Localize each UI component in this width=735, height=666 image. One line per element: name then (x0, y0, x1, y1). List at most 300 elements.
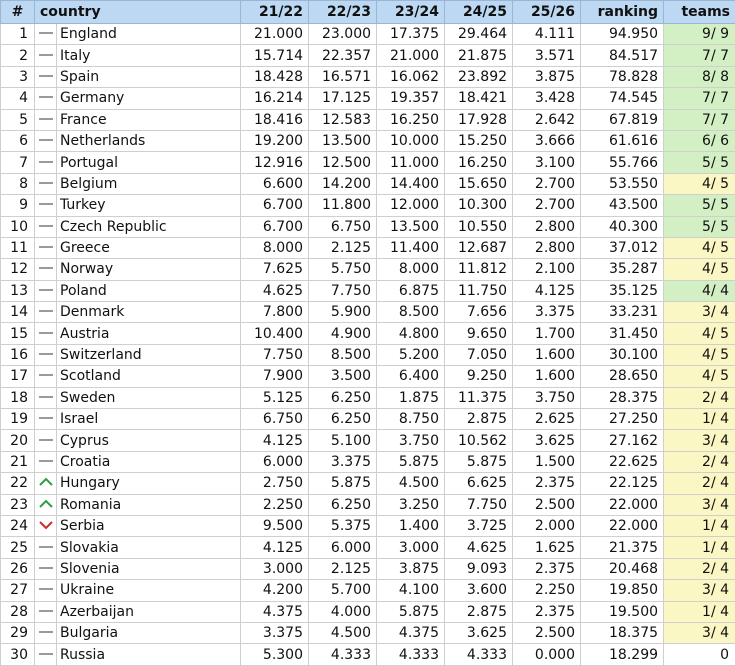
season-coefficient: 4.111 (513, 24, 581, 45)
dash-icon (38, 67, 54, 87)
country-name: Spain (57, 66, 241, 87)
dash-icon (38, 559, 54, 579)
season-coefficient: 16.571 (309, 66, 377, 87)
season-coefficient: 7.050 (445, 344, 513, 365)
season-coefficient: 3.750 (377, 430, 445, 451)
table-row[interactable] (1, 601, 735, 622)
ranking-total: 27.162 (581, 430, 664, 451)
season-coefficient: 2.000 (513, 515, 581, 536)
season-coefficient: 3.750 (513, 387, 581, 408)
season-coefficient: 5.100 (309, 430, 377, 451)
column-header-2223[interactable]: 22/23 (309, 1, 377, 24)
ranking-total: 74.545 (581, 88, 664, 109)
season-coefficient: 3.428 (513, 88, 581, 109)
rank-number: 6 (1, 130, 35, 151)
season-coefficient: 18.416 (241, 109, 309, 130)
trend-cell (35, 109, 57, 130)
country-name: Portugal (57, 152, 241, 173)
teams-remaining: 4/ 5 (664, 259, 735, 280)
table-row[interactable] (1, 24, 735, 45)
rank-number: 7 (1, 152, 35, 173)
ranking-total: 55.766 (581, 152, 664, 173)
trend-cell (35, 195, 57, 216)
season-coefficient: 4.200 (241, 580, 309, 601)
rank-number: 3 (1, 66, 35, 87)
column-header-2324[interactable]: 23/24 (377, 1, 445, 24)
trend-cell (35, 302, 57, 323)
season-coefficient: 6.750 (309, 216, 377, 237)
season-coefficient: 11.800 (309, 195, 377, 216)
season-coefficient: 2.375 (513, 601, 581, 622)
rank-number: 19 (1, 409, 35, 430)
season-coefficient: 2.700 (513, 195, 581, 216)
dash-icon (38, 131, 54, 151)
season-coefficient: 18.428 (241, 66, 309, 87)
table-row[interactable] (1, 323, 735, 344)
season-coefficient: 2.875 (445, 409, 513, 430)
ranking-total: 37.012 (581, 237, 664, 258)
rank-number: 5 (1, 109, 35, 130)
ranking-total: 33.231 (581, 302, 664, 323)
dash-icon (38, 24, 54, 44)
ranking-total: 22.125 (581, 473, 664, 494)
dash-icon (38, 281, 54, 301)
season-coefficient: 1.600 (513, 344, 581, 365)
season-coefficient: 10.300 (445, 195, 513, 216)
country-name: Norway (57, 259, 241, 280)
country-name: Serbia (57, 515, 241, 536)
table-row[interactable] (1, 216, 735, 237)
teams-remaining: 1/ 4 (664, 515, 735, 536)
season-coefficient: 19.357 (377, 88, 445, 109)
season-coefficient: 1.600 (513, 366, 581, 387)
season-coefficient: 2.250 (241, 494, 309, 515)
season-coefficient: 15.714 (241, 45, 309, 66)
table-row[interactable] (1, 430, 735, 451)
season-coefficient: 4.800 (377, 323, 445, 344)
season-coefficient: 1.700 (513, 323, 581, 344)
trend-cell (35, 473, 57, 494)
column-header-rank-number[interactable]: # (1, 1, 35, 24)
season-coefficient: 4.500 (309, 622, 377, 643)
season-coefficient: 12.916 (241, 152, 309, 173)
season-coefficient: 2.250 (513, 580, 581, 601)
teams-remaining: 4/ 5 (664, 237, 735, 258)
country-name: Turkey (57, 195, 241, 216)
season-coefficient: 11.812 (445, 259, 513, 280)
season-coefficient: 3.725 (445, 515, 513, 536)
ranking-total: 31.450 (581, 323, 664, 344)
season-coefficient: 6.600 (241, 173, 309, 194)
trend-cell (35, 494, 57, 515)
country-name: Cyprus (57, 430, 241, 451)
season-coefficient: 5.900 (309, 302, 377, 323)
column-header-teams[interactable]: teams (664, 1, 735, 24)
column-header-2425[interactable]: 24/25 (445, 1, 513, 24)
trend-cell (35, 24, 57, 45)
trend-cell (35, 580, 57, 601)
season-coefficient: 6.875 (377, 280, 445, 301)
season-coefficient: 16.062 (377, 66, 445, 87)
rank-number: 20 (1, 430, 35, 451)
teams-remaining: 5/ 5 (664, 152, 735, 173)
rank-number: 18 (1, 387, 35, 408)
season-coefficient: 23.000 (309, 24, 377, 45)
season-coefficient: 4.500 (377, 473, 445, 494)
country-name: Italy (57, 45, 241, 66)
season-coefficient: 4.125 (241, 430, 309, 451)
season-coefficient: 2.750 (241, 473, 309, 494)
table-body (1, 24, 735, 666)
ranking-total: 30.100 (581, 344, 664, 365)
dash-icon (38, 366, 54, 386)
ranking-total: 61.616 (581, 130, 664, 151)
season-coefficient: 3.250 (377, 494, 445, 515)
column-header-country[interactable]: country (35, 1, 241, 24)
season-coefficient: 4.375 (377, 622, 445, 643)
season-coefficient: 3.100 (513, 152, 581, 173)
season-coefficient: 2.100 (513, 259, 581, 280)
season-coefficient: 6.700 (241, 216, 309, 237)
dash-icon (38, 345, 54, 365)
season-coefficient: 9.650 (445, 323, 513, 344)
table-row[interactable] (1, 302, 735, 323)
teams-remaining: 2/ 4 (664, 451, 735, 472)
table-row[interactable] (1, 130, 735, 151)
season-coefficient: 2.800 (513, 216, 581, 237)
season-coefficient: 9.500 (241, 515, 309, 536)
season-coefficient: 5.125 (241, 387, 309, 408)
table-row[interactable] (1, 66, 735, 87)
season-coefficient: 5.750 (309, 259, 377, 280)
table-row[interactable] (1, 280, 735, 301)
teams-remaining: 1/ 4 (664, 601, 735, 622)
season-coefficient: 17.125 (309, 88, 377, 109)
season-coefficient: 6.000 (241, 451, 309, 472)
teams-remaining: 2/ 4 (664, 473, 735, 494)
season-coefficient: 3.625 (445, 622, 513, 643)
season-coefficient: 1.625 (513, 537, 581, 558)
season-coefficient: 21.000 (377, 45, 445, 66)
ranking-total: 35.125 (581, 280, 664, 301)
season-coefficient: 3.375 (241, 622, 309, 643)
trend-cell (35, 323, 57, 344)
ranking-total: 22.625 (581, 451, 664, 472)
trend-cell (35, 173, 57, 194)
teams-remaining: 4/ 4 (664, 280, 735, 301)
table-row[interactable] (1, 152, 735, 173)
table-row[interactable] (1, 537, 735, 558)
country-name: Belgium (57, 173, 241, 194)
trend-cell (35, 644, 57, 665)
country-name: Poland (57, 280, 241, 301)
season-coefficient: 2.125 (309, 237, 377, 258)
table-row[interactable] (1, 558, 735, 579)
ranking-total: 22.000 (581, 515, 664, 536)
table-row[interactable] (1, 109, 735, 130)
country-name: France (57, 109, 241, 130)
table-row[interactable] (1, 195, 735, 216)
season-coefficient: 7.750 (309, 280, 377, 301)
rank-number: 26 (1, 558, 35, 579)
trend-cell (35, 259, 57, 280)
dash-icon (38, 409, 54, 429)
trend-cell (35, 515, 57, 536)
country-name: Slovakia (57, 537, 241, 558)
trend-cell (35, 387, 57, 408)
rank-number: 22 (1, 473, 35, 494)
season-coefficient: 5.300 (241, 644, 309, 665)
season-coefficient: 8.500 (309, 344, 377, 365)
season-coefficient: 21.000 (241, 24, 309, 45)
season-coefficient: 12.000 (377, 195, 445, 216)
season-coefficient: 2.642 (513, 109, 581, 130)
season-coefficient: 7.900 (241, 366, 309, 387)
trend-cell (35, 409, 57, 430)
rank-number: 10 (1, 216, 35, 237)
ranking-total: 94.950 (581, 24, 664, 45)
teams-remaining: 4/ 5 (664, 323, 735, 344)
season-coefficient: 6.250 (309, 409, 377, 430)
country-name: Bulgaria (57, 622, 241, 643)
trend-cell (35, 451, 57, 472)
table-row[interactable] (1, 45, 735, 66)
season-coefficient: 29.464 (445, 24, 513, 45)
column-header-ranking[interactable]: ranking (581, 1, 664, 24)
season-coefficient: 3.000 (377, 537, 445, 558)
rank-number: 16 (1, 344, 35, 365)
arrow-up-icon (38, 495, 54, 515)
column-header-2526[interactable]: 25/26 (513, 1, 581, 24)
season-coefficient: 14.200 (309, 173, 377, 194)
season-coefficient: 5.700 (309, 580, 377, 601)
trend-cell (35, 537, 57, 558)
season-coefficient: 6.400 (377, 366, 445, 387)
dash-icon (38, 302, 54, 322)
table-row[interactable] (1, 580, 735, 601)
trend-cell (35, 430, 57, 451)
rank-number: 8 (1, 173, 35, 194)
season-coefficient: 7.750 (241, 344, 309, 365)
season-coefficient: 3.375 (513, 302, 581, 323)
season-coefficient: 8.500 (377, 302, 445, 323)
teams-remaining: 3/ 4 (664, 302, 735, 323)
season-coefficient: 5.875 (377, 451, 445, 472)
country-name: Germany (57, 88, 241, 109)
trend-cell (35, 66, 57, 87)
table-row[interactable] (1, 515, 735, 536)
season-coefficient: 3.600 (445, 580, 513, 601)
season-coefficient: 8.000 (377, 259, 445, 280)
table-row[interactable] (1, 387, 735, 408)
dash-icon (38, 388, 54, 408)
season-coefficient: 4.100 (377, 580, 445, 601)
trend-cell (35, 216, 57, 237)
season-coefficient: 5.875 (445, 451, 513, 472)
season-coefficient: 11.375 (445, 387, 513, 408)
country-name: Sweden (57, 387, 241, 408)
trend-cell (35, 366, 57, 387)
country-name: Hungary (57, 473, 241, 494)
season-coefficient: 10.000 (377, 130, 445, 151)
rank-number: 30 (1, 644, 35, 665)
teams-remaining: 3/ 4 (664, 622, 735, 643)
rank-number: 12 (1, 259, 35, 280)
teams-remaining: 9/ 9 (664, 24, 735, 45)
season-coefficient: 15.250 (445, 130, 513, 151)
ranking-total: 28.650 (581, 366, 664, 387)
season-coefficient: 4.333 (377, 644, 445, 665)
season-coefficient: 6.700 (241, 195, 309, 216)
season-coefficient: 6.000 (309, 537, 377, 558)
season-coefficient: 11.750 (445, 280, 513, 301)
rank-number: 25 (1, 537, 35, 558)
season-coefficient: 2.875 (445, 601, 513, 622)
season-coefficient: 10.550 (445, 216, 513, 237)
season-coefficient: 4.333 (445, 644, 513, 665)
season-coefficient: 4.125 (513, 280, 581, 301)
rank-number: 14 (1, 302, 35, 323)
country-name: Netherlands (57, 130, 241, 151)
season-coefficient: 2.500 (513, 622, 581, 643)
season-coefficient: 18.421 (445, 88, 513, 109)
country-name: Greece (57, 237, 241, 258)
season-coefficient: 10.562 (445, 430, 513, 451)
dash-icon (38, 645, 54, 665)
season-coefficient: 7.656 (445, 302, 513, 323)
ranking-total: 18.299 (581, 644, 664, 665)
teams-remaining: 4/ 5 (664, 344, 735, 365)
country-name: Czech Republic (57, 216, 241, 237)
dash-icon (38, 238, 54, 258)
season-coefficient: 17.928 (445, 109, 513, 130)
rank-number: 2 (1, 45, 35, 66)
table-row[interactable] (1, 237, 735, 258)
teams-remaining: 2/ 4 (664, 558, 735, 579)
teams-remaining: 7/ 7 (664, 88, 735, 109)
season-coefficient: 5.875 (309, 473, 377, 494)
season-coefficient: 7.800 (241, 302, 309, 323)
table-row[interactable] (1, 622, 735, 643)
season-coefficient: 9.250 (445, 366, 513, 387)
season-coefficient: 16.214 (241, 88, 309, 109)
table-row[interactable] (1, 644, 735, 665)
country-name: Russia (57, 644, 241, 665)
season-coefficient: 1.400 (377, 515, 445, 536)
ranking-total: 40.300 (581, 216, 664, 237)
rank-number: 21 (1, 451, 35, 472)
ranking-total: 19.850 (581, 580, 664, 601)
season-coefficient: 3.625 (513, 430, 581, 451)
ranking-total: 78.828 (581, 66, 664, 87)
season-coefficient: 2.375 (513, 473, 581, 494)
country-name: Denmark (57, 302, 241, 323)
country-name: Austria (57, 323, 241, 344)
country-name: England (57, 24, 241, 45)
country-name: Scotland (57, 366, 241, 387)
rank-number: 4 (1, 88, 35, 109)
table-row[interactable] (1, 259, 735, 280)
dash-icon (38, 259, 54, 279)
table-row[interactable] (1, 409, 735, 430)
table-row[interactable] (1, 344, 735, 365)
ranking-total: 21.375 (581, 537, 664, 558)
season-coefficient: 8.750 (377, 409, 445, 430)
country-name: Croatia (57, 451, 241, 472)
ranking-total: 28.375 (581, 387, 664, 408)
season-coefficient: 2.375 (513, 558, 581, 579)
teams-remaining: 1/ 4 (664, 409, 735, 430)
season-coefficient: 17.375 (377, 24, 445, 45)
season-coefficient: 21.875 (445, 45, 513, 66)
season-coefficient: 3.875 (513, 66, 581, 87)
table-row[interactable] (1, 173, 735, 194)
season-coefficient: 13.500 (377, 216, 445, 237)
season-coefficient: 8.000 (241, 237, 309, 258)
dash-icon (38, 324, 54, 344)
season-coefficient: 12.500 (309, 152, 377, 173)
rank-number: 1 (1, 24, 35, 45)
season-coefficient: 2.625 (513, 409, 581, 430)
season-coefficient: 9.093 (445, 558, 513, 579)
season-coefficient: 4.625 (445, 537, 513, 558)
arrow-up-icon (38, 473, 54, 493)
season-coefficient: 2.700 (513, 173, 581, 194)
trend-cell (35, 152, 57, 173)
season-coefficient: 11.000 (377, 152, 445, 173)
season-coefficient: 2.125 (309, 558, 377, 579)
ranking-total: 27.250 (581, 409, 664, 430)
season-coefficient: 7.625 (241, 259, 309, 280)
season-coefficient: 11.400 (377, 237, 445, 258)
dash-icon (38, 431, 54, 451)
country-name: Slovenia (57, 558, 241, 579)
dash-icon (38, 580, 54, 600)
season-coefficient: 1.500 (513, 451, 581, 472)
season-coefficient: 5.875 (377, 601, 445, 622)
rank-number: 24 (1, 515, 35, 536)
teams-remaining: 3/ 4 (664, 580, 735, 601)
dash-icon (38, 88, 54, 108)
season-coefficient: 15.650 (445, 173, 513, 194)
season-coefficient: 22.357 (309, 45, 377, 66)
season-coefficient: 16.250 (377, 109, 445, 130)
rank-number: 29 (1, 622, 35, 643)
season-coefficient: 2.500 (513, 494, 581, 515)
trend-cell (35, 601, 57, 622)
rank-number: 17 (1, 366, 35, 387)
table-row[interactable] (1, 451, 735, 472)
teams-remaining: 5/ 5 (664, 216, 735, 237)
table-row[interactable] (1, 494, 735, 515)
ranking-total: 43.500 (581, 195, 664, 216)
table-row[interactable] (1, 366, 735, 387)
season-coefficient: 5.375 (309, 515, 377, 536)
arrow-down-icon (38, 516, 54, 536)
table-row[interactable] (1, 473, 735, 494)
teams-remaining: 3/ 4 (664, 494, 735, 515)
season-coefficient: 6.625 (445, 473, 513, 494)
teams-remaining: 8/ 8 (664, 66, 735, 87)
column-header-2122[interactable]: 21/22 (241, 1, 309, 24)
rank-number: 15 (1, 323, 35, 344)
rank-number: 11 (1, 237, 35, 258)
rank-number: 13 (1, 280, 35, 301)
country-name: Switzerland (57, 344, 241, 365)
season-coefficient: 6.250 (309, 494, 377, 515)
dash-icon (38, 623, 54, 643)
table-row[interactable] (1, 88, 735, 109)
